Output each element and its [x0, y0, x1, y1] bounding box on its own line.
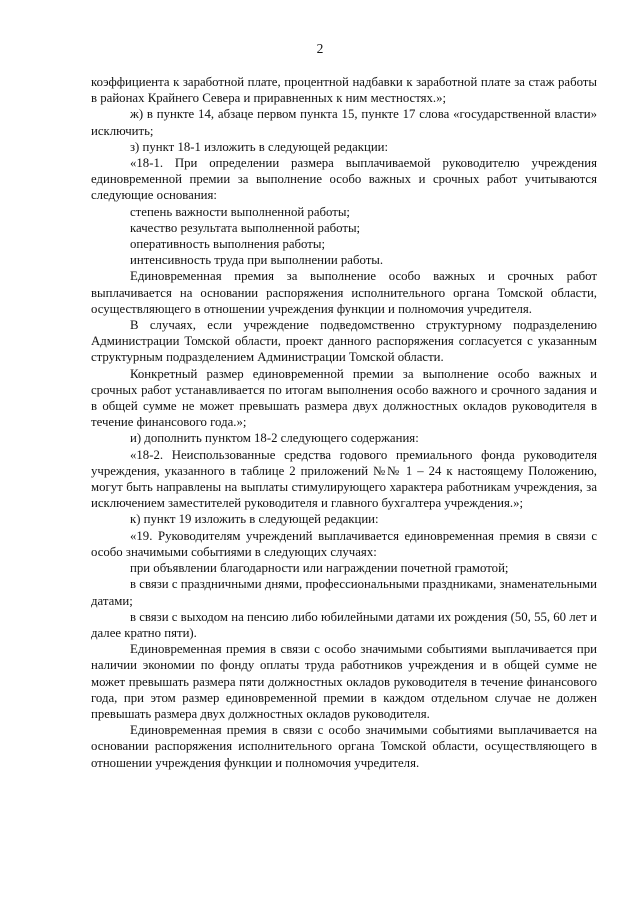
- paragraph: В случаях, если учреждение подведомственно структурному подразделению Администрации Томской области, проект данного распоряжения согласуется с указанным структурным подразделением Администрации Томской области.: [91, 318, 597, 365]
- paragraph: оперативность выполнения работы;: [130, 237, 326, 252]
- paragraph: ж) в пункте 14, абзаце первом пункта 15, пункте 17 слова «государственной власти» исключить;: [91, 107, 597, 138]
- paragraph: з) пункт 18-1 изложить в следующей редакции:: [130, 139, 389, 154]
- paragraph: «18-1. При определении размера выплачиваемой руководителю учреждения единовременной премии за выполнение особо важных и срочных работ учитываются следующие основания:: [91, 156, 597, 203]
- page-number: 2: [316, 41, 324, 56]
- paragraph: Конкретный размер единовременной премии за выполнение особо важных и срочных работ устанавливается по итогам выполнения особо важного и срочного задания и в общей сумме не может превышать размера двух должностных окладов руководителя в течение финансового года.»;: [91, 366, 597, 430]
- paragraph: интенсивность труда при выполнении работы.: [130, 253, 384, 268]
- paragraph: в связи с праздничными днями, профессиональными праздниками, знаменательными датами;: [91, 577, 597, 608]
- paragraph: к) пункт 19 изложить в следующей редакции:: [130, 512, 379, 527]
- paragraph: «19. Руководителям учреждений выплачивается единовременная премия в связи с особо значимыми событиями в следующих случаях:: [91, 528, 597, 559]
- paragraph: коэффициента к заработной плате, процентной надбавки к заработной плате за стаж работы в районах Крайнего Севера и приравненных к ним местностях.»;: [91, 75, 597, 106]
- paragraph: в связи с выходом на пенсию либо юбилейными датами их рождения (50, 55, 60 лет и далее кратно пяти).: [91, 609, 597, 640]
- paragraph: «18-2. Неиспользованные средства годового премиального фонда руководителя учреждения, указанного в таблице 2 приложений №№ 1 – 24 к настоящему Положению, могут быть направлены на выплаты стимулирующего характера работникам учреждения, за исключением заместителей руководителя и главного бухгалтера учреждения.»;: [91, 447, 597, 511]
- paragraph: степень важности выполненной работы;: [130, 204, 350, 219]
- paragraph: и) дополнить пунктом 18-2 следующего содержания:: [130, 431, 419, 446]
- paragraph: при объявлении благодарности или награждении почетной грамотой;: [130, 561, 509, 576]
- paragraph: Единовременная премия в связи с особо значимыми событиями выплачивается на основании распоряжения исполнительного органа Томской области, осуществляющего в отношении учреждения функции и полномочия учредителя.: [91, 723, 597, 770]
- document-body: [91, 74, 597, 771]
- paragraph: качество результата выполненной работы;: [130, 220, 361, 235]
- paragraph: Единовременная премия в связи с особо значимыми событиями выплачивается при наличии экономии по фонду оплаты труда работников учреждения и в общей сумме не может превышать размера пяти должностных окладов руководителя в течение финансового года, при этом размер единовременной премии в каждом отдельном случае не должен превышать размера двух должностных окладов руководителя.: [91, 642, 597, 721]
- paragraph: Единовременная премия за выполнение особо важных и срочных работ выплачивается на основании распоряжения исполнительного органа Томской области, осуществляющего в отношении учреждения функции и полномочия учредителя.: [91, 269, 597, 316]
